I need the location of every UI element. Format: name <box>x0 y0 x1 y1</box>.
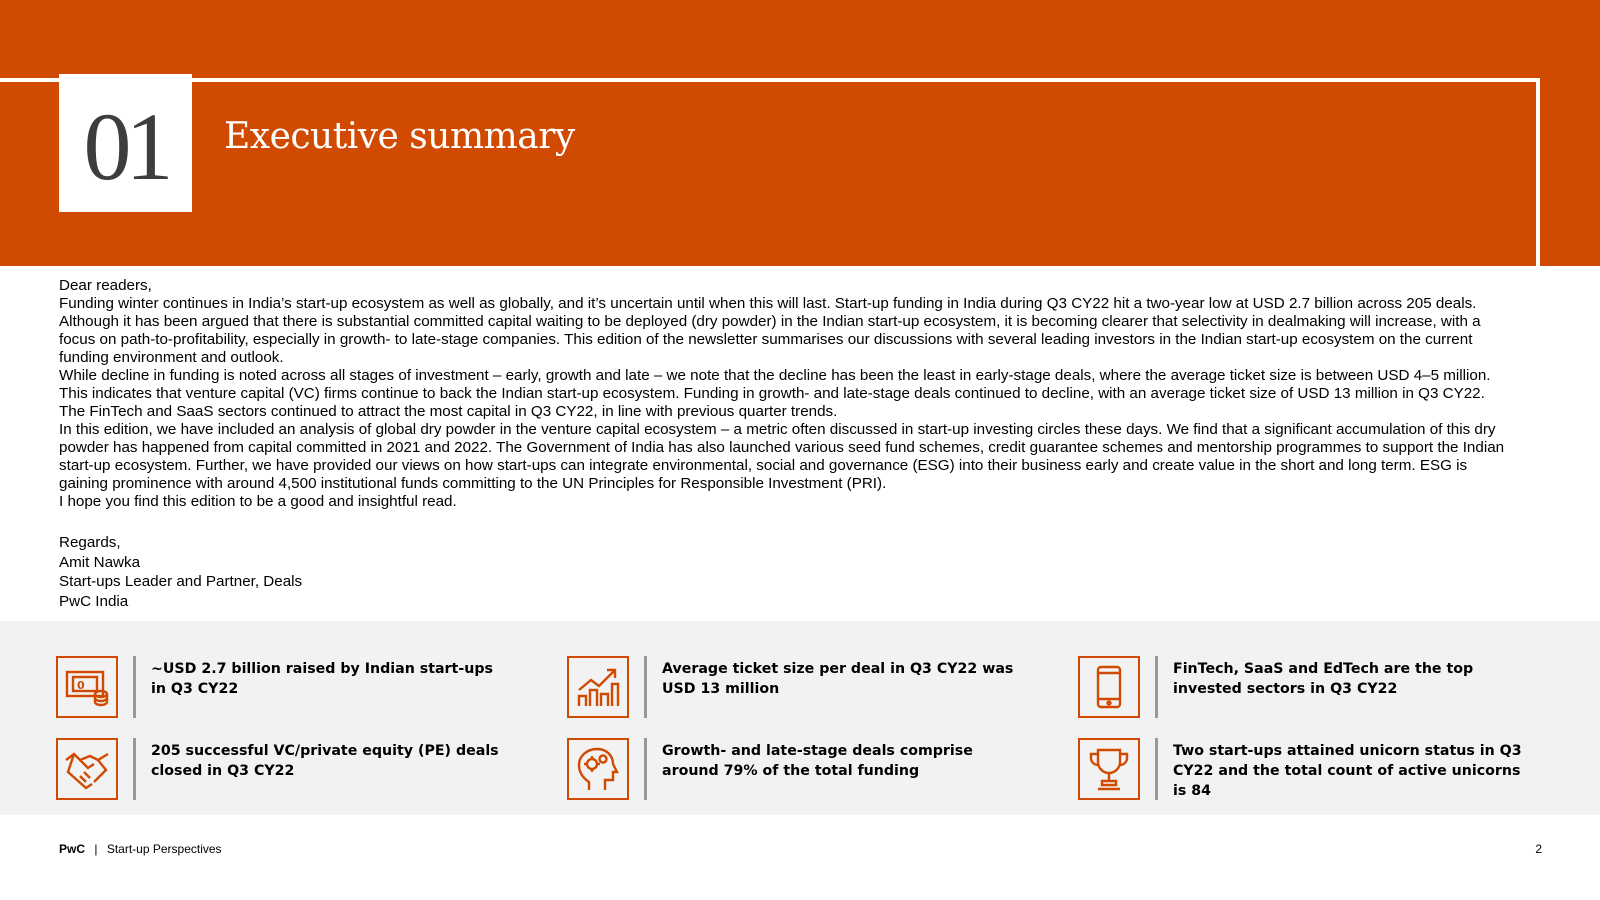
money-icon <box>56 656 118 718</box>
stat-text: Two start-ups attained unicorn status in Q3 CY22 and the total count of active unicorns is 84 <box>1173 743 1522 799</box>
letter-paragraph: Funding winter continues in India’s start-up ecosystem as well as globally, and it’s uncertain until when this will last. Start-up funding in India during Q3 CY22 hit a two-year low at USD 2.7 billion across 205 deals. Although it has been argued that there is substantial committed capital waiting to be deployed (dry powder) in the Indian start-up ecosystem, it is becoming clearer that selectivity in dealmaking will increase, with a focus on path-to-profitability, especially in growth- to late-stage companies. This edition of the newsletter summarises our discussions with several leading investors in the Indian start-up ecosystem on the current funding environment and outlook. <box>59 295 1481 366</box>
letter-greeting: Dear readers, <box>59 277 152 294</box>
page-title: Executive summary <box>224 116 575 157</box>
author-company: PwC India <box>59 592 129 610</box>
author-role: Start-ups Leader and Partner, Deals <box>59 573 303 590</box>
divider-bar <box>133 738 136 800</box>
key-stats-panel <box>0 621 1600 815</box>
stat-text: Growth- and late-stage deals comprise around 79% of the total funding <box>662 743 973 779</box>
letter-paragraph: I hope you find this edition to be a good and insightful read. <box>59 493 457 510</box>
footer <box>59 842 222 856</box>
signature-block <box>59 533 302 611</box>
stat-text: Average ticket size per deal in Q3 CY22 was USD 13 million <box>662 661 1014 697</box>
divider-bar <box>1155 656 1158 718</box>
svg-text:0: 0 <box>77 679 85 692</box>
growth-chart-icon <box>567 656 629 718</box>
divider-bar <box>644 738 647 800</box>
divider-bar <box>644 656 647 718</box>
handshake-icon <box>56 738 118 800</box>
divider-bar <box>133 656 136 718</box>
section-number-box <box>59 74 192 212</box>
letter-paragraph: In this edition, we have included an analysis of global dry powder in the venture capital ecosystem – a metric often discussed in start-up investing circles these days. We find that a significant accumulation of this dry powder has happened from capital committed in 2021 and 2022. The Government of India has also launched various seed fund schemes, credit guarantee schemes and mentorship programmes to support the Indian start-up ecosystem. Further, we have provided our views on how start-ups can integrate environmental, social and governance (ESG) into their business early and create value in the short and long term. ESG is gaining prominence with around 4,500 institutional funds committing to the UN Principles for Responsible Investment (PRI). <box>59 421 1505 492</box>
stat-text: 205 successful VC/private equity (PE) deals closed in Q3 CY22 <box>151 743 499 779</box>
stat-text: FinTech, SaaS and EdTech are the top invested sectors in Q3 CY22 <box>1173 661 1474 697</box>
divider-bar <box>1155 738 1158 800</box>
head-gears-icon <box>567 738 629 800</box>
mobile-phone-icon <box>1078 656 1140 718</box>
trophy-icon <box>1078 738 1140 800</box>
page-number: 2 <box>1535 842 1542 856</box>
footer-publication: Start-up Perspectives <box>106 842 222 856</box>
footer-brand: PwC <box>59 842 86 856</box>
letter-body <box>59 277 1507 511</box>
footer-separator: | <box>94 842 98 856</box>
signoff: Regards, <box>59 534 121 551</box>
stat-text: ~USD 2.7 billion raised by Indian start-ups in Q3 CY22 <box>151 661 493 697</box>
section-number: 01 <box>83 93 168 200</box>
author-name: Amit Nawka <box>59 553 141 571</box>
letter-paragraph: While decline in funding is noted across all stages of investment – early, growth and late – we note that the decline has been the least in early-stage deals, where the average ticket size is between USD 4–5 million. This indicates that venture capital (VC) firms continue to back the Indian start-up ecosystem. Funding in growth- and late-stage deals continued to decline, with an average ticket size of USD 13 million in Q3 CY22. The FinTech and SaaS sectors continued to attract the most capital in Q3 CY22, in line with previous quarter trends. <box>59 367 1491 420</box>
header-frame <box>0 78 1540 266</box>
